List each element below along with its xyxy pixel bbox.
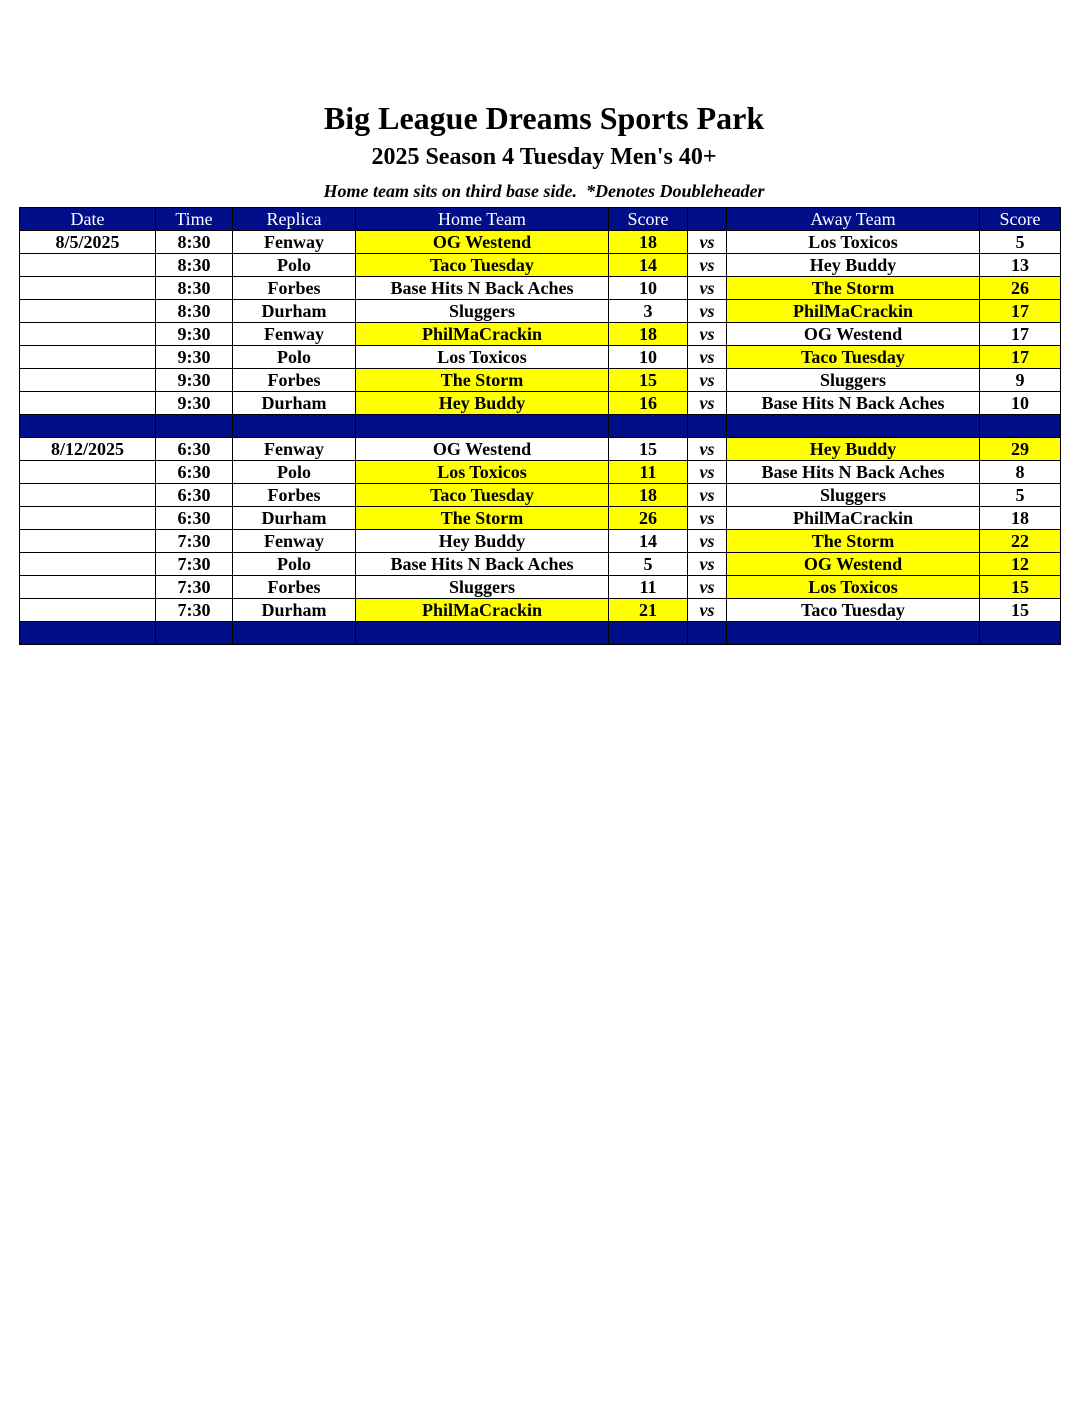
home-team: Hey Buddy (356, 392, 609, 415)
game-row (20, 553, 1061, 576)
game-time: 8:30 (156, 254, 233, 277)
col-header-away-score: Score (980, 208, 1061, 231)
vs-label: vs (688, 507, 727, 530)
game-date: 8/5/2025 (20, 231, 156, 254)
game-time: 9:30 (156, 392, 233, 415)
game-time: 7:30 (156, 576, 233, 599)
away-score: 13 (980, 254, 1061, 277)
header-row (20, 208, 1061, 231)
away-team: PhilMaCrackin (727, 507, 980, 530)
home-score: 10 (609, 346, 688, 369)
separator-cell (156, 622, 233, 645)
game-replica-field: Forbes (233, 369, 356, 392)
game-time: 9:30 (156, 369, 233, 392)
away-score: 17 (980, 323, 1061, 346)
game-row (20, 484, 1061, 507)
game-row (20, 530, 1061, 553)
game-replica-field: Polo (233, 461, 356, 484)
vs-label: vs (688, 599, 727, 622)
home-team: Los Toxicos (356, 461, 609, 484)
game-row (20, 392, 1061, 415)
vs-label: vs (688, 576, 727, 599)
home-score: 3 (609, 300, 688, 323)
col-header-vs (688, 208, 727, 231)
game-date: 8/12/2025 (20, 438, 156, 461)
page-title: Big League Dreams Sports Park (323, 100, 765, 136)
home-score: 15 (609, 369, 688, 392)
away-team: Taco Tuesday (727, 346, 980, 369)
away-score: 29 (980, 438, 1061, 461)
col-header-home-team: Home Team (356, 208, 609, 231)
home-score: 15 (609, 438, 688, 461)
game-time: 8:30 (156, 231, 233, 254)
separator-cell (156, 415, 233, 438)
game-replica-field: Durham (233, 507, 356, 530)
game-date (20, 576, 156, 599)
away-team: PhilMaCrackin (727, 300, 980, 323)
game-replica-field: Polo (233, 346, 356, 369)
home-team: The Storm (356, 369, 609, 392)
game-replica-field: Fenway (233, 323, 356, 346)
home-score: 11 (609, 461, 688, 484)
away-team: Sluggers (727, 484, 980, 507)
home-team: Base Hits N Back Aches (356, 553, 609, 576)
game-date (20, 300, 156, 323)
separator-cell (609, 415, 688, 438)
home-score: 11 (609, 576, 688, 599)
away-score: 9 (980, 369, 1061, 392)
col-header-away-team: Away Team (727, 208, 980, 231)
home-score: 14 (609, 254, 688, 277)
game-row (20, 323, 1061, 346)
separator-cell (980, 622, 1061, 645)
game-time: 6:30 (156, 507, 233, 530)
game-date (20, 484, 156, 507)
away-team: The Storm (727, 530, 980, 553)
game-date (20, 507, 156, 530)
away-score: 15 (980, 599, 1061, 622)
home-team: OG Westend (356, 438, 609, 461)
game-replica-field: Polo (233, 553, 356, 576)
separator-cell (688, 415, 727, 438)
col-header-home-score: Score (609, 208, 688, 231)
schedule-body (20, 231, 1061, 645)
away-score: 10 (980, 392, 1061, 415)
separator-cell (609, 622, 688, 645)
away-score: 22 (980, 530, 1061, 553)
game-replica-field: Polo (233, 254, 356, 277)
game-replica-field: Fenway (233, 231, 356, 254)
separator-cell (356, 622, 609, 645)
away-score: 26 (980, 277, 1061, 300)
game-time: 7:30 (156, 599, 233, 622)
home-score: 21 (609, 599, 688, 622)
home-team: Los Toxicos (356, 346, 609, 369)
away-team: Los Toxicos (727, 576, 980, 599)
away-score: 8 (980, 461, 1061, 484)
home-team: PhilMaCrackin (356, 323, 609, 346)
away-team: Sluggers (727, 369, 980, 392)
game-replica-field: Fenway (233, 530, 356, 553)
game-date (20, 599, 156, 622)
home-score: 26 (609, 507, 688, 530)
away-team: Hey Buddy (727, 254, 980, 277)
game-replica-field: Forbes (233, 484, 356, 507)
vs-label: vs (688, 254, 727, 277)
separator-cell (688, 622, 727, 645)
away-score: 15 (980, 576, 1061, 599)
home-score: 16 (609, 392, 688, 415)
vs-label: vs (688, 231, 727, 254)
game-replica-field: Forbes (233, 277, 356, 300)
game-time: 9:30 (156, 323, 233, 346)
game-date (20, 553, 156, 576)
game-date (20, 277, 156, 300)
game-replica-field: Durham (233, 300, 356, 323)
separator-cell (727, 415, 980, 438)
home-team: Taco Tuesday (356, 254, 609, 277)
separator-cell (356, 415, 609, 438)
game-row (20, 576, 1061, 599)
game-replica-field: Forbes (233, 576, 356, 599)
game-row (20, 507, 1061, 530)
game-time: 7:30 (156, 553, 233, 576)
home-team: Taco Tuesday (356, 484, 609, 507)
home-team: The Storm (356, 507, 609, 530)
away-team: OG Westend (727, 553, 980, 576)
home-score: 10 (609, 277, 688, 300)
home-score: 18 (609, 323, 688, 346)
home-score: 5 (609, 553, 688, 576)
separator-cell (727, 622, 980, 645)
schedule-table (19, 207, 1061, 645)
game-date (20, 461, 156, 484)
game-row (20, 599, 1061, 622)
away-team: The Storm (727, 277, 980, 300)
away-score: 17 (980, 346, 1061, 369)
home-team: Hey Buddy (356, 530, 609, 553)
vs-label: vs (688, 530, 727, 553)
game-time: 6:30 (156, 438, 233, 461)
game-row (20, 369, 1061, 392)
home-score: 18 (609, 484, 688, 507)
separator-cell (233, 415, 356, 438)
away-team: Hey Buddy (727, 438, 980, 461)
home-score: 14 (609, 530, 688, 553)
vs-label: vs (688, 300, 727, 323)
game-time: 8:30 (156, 300, 233, 323)
game-date (20, 254, 156, 277)
away-team: Los Toxicos (727, 231, 980, 254)
game-date (20, 369, 156, 392)
vs-label: vs (688, 277, 727, 300)
vs-label: vs (688, 392, 727, 415)
vs-label: vs (688, 323, 727, 346)
home-team: Sluggers (356, 300, 609, 323)
game-time: 8:30 (156, 277, 233, 300)
vs-label: vs (688, 346, 727, 369)
separator-cell (233, 622, 356, 645)
season-subtitle: 2025 Season 4 Tuesday Men's 40+ (371, 144, 717, 170)
home-team: OG Westend (356, 231, 609, 254)
game-time: 7:30 (156, 530, 233, 553)
game-row (20, 254, 1061, 277)
separator-cell (20, 415, 156, 438)
game-row (20, 300, 1061, 323)
home-team: PhilMaCrackin (356, 599, 609, 622)
away-score: 12 (980, 553, 1061, 576)
away-score: 17 (980, 300, 1061, 323)
game-row (20, 346, 1061, 369)
game-date (20, 346, 156, 369)
game-row (20, 438, 1061, 461)
game-date (20, 323, 156, 346)
away-score: 18 (980, 507, 1061, 530)
vs-label: vs (688, 369, 727, 392)
game-replica-field: Fenway (233, 438, 356, 461)
schedule-note: Home team sits on third base side. *Denotes Doubleheader (323, 181, 765, 201)
col-header-replica: Replica (233, 208, 356, 231)
game-replica-field: Durham (233, 392, 356, 415)
vs-label: vs (688, 553, 727, 576)
away-team: Taco Tuesday (727, 599, 980, 622)
home-score: 18 (609, 231, 688, 254)
away-team: Base Hits N Back Aches (727, 461, 980, 484)
home-team: Sluggers (356, 576, 609, 599)
vs-label: vs (688, 461, 727, 484)
week-separator-row (20, 415, 1061, 438)
col-header-time: Time (156, 208, 233, 231)
separator-cell (980, 415, 1061, 438)
away-score: 5 (980, 484, 1061, 507)
away-team: OG Westend (727, 323, 980, 346)
game-row (20, 277, 1061, 300)
game-replica-field: Durham (233, 599, 356, 622)
away-team: Base Hits N Back Aches (727, 392, 980, 415)
game-time: 6:30 (156, 461, 233, 484)
vs-label: vs (688, 438, 727, 461)
col-header-date: Date (20, 208, 156, 231)
vs-label: vs (688, 484, 727, 507)
week-separator-row (20, 622, 1061, 645)
game-date (20, 392, 156, 415)
game-time: 6:30 (156, 484, 233, 507)
separator-cell (20, 622, 156, 645)
home-team: Base Hits N Back Aches (356, 277, 609, 300)
game-date (20, 530, 156, 553)
game-row (20, 461, 1061, 484)
game-row (20, 231, 1061, 254)
game-time: 9:30 (156, 346, 233, 369)
away-score: 5 (980, 231, 1061, 254)
